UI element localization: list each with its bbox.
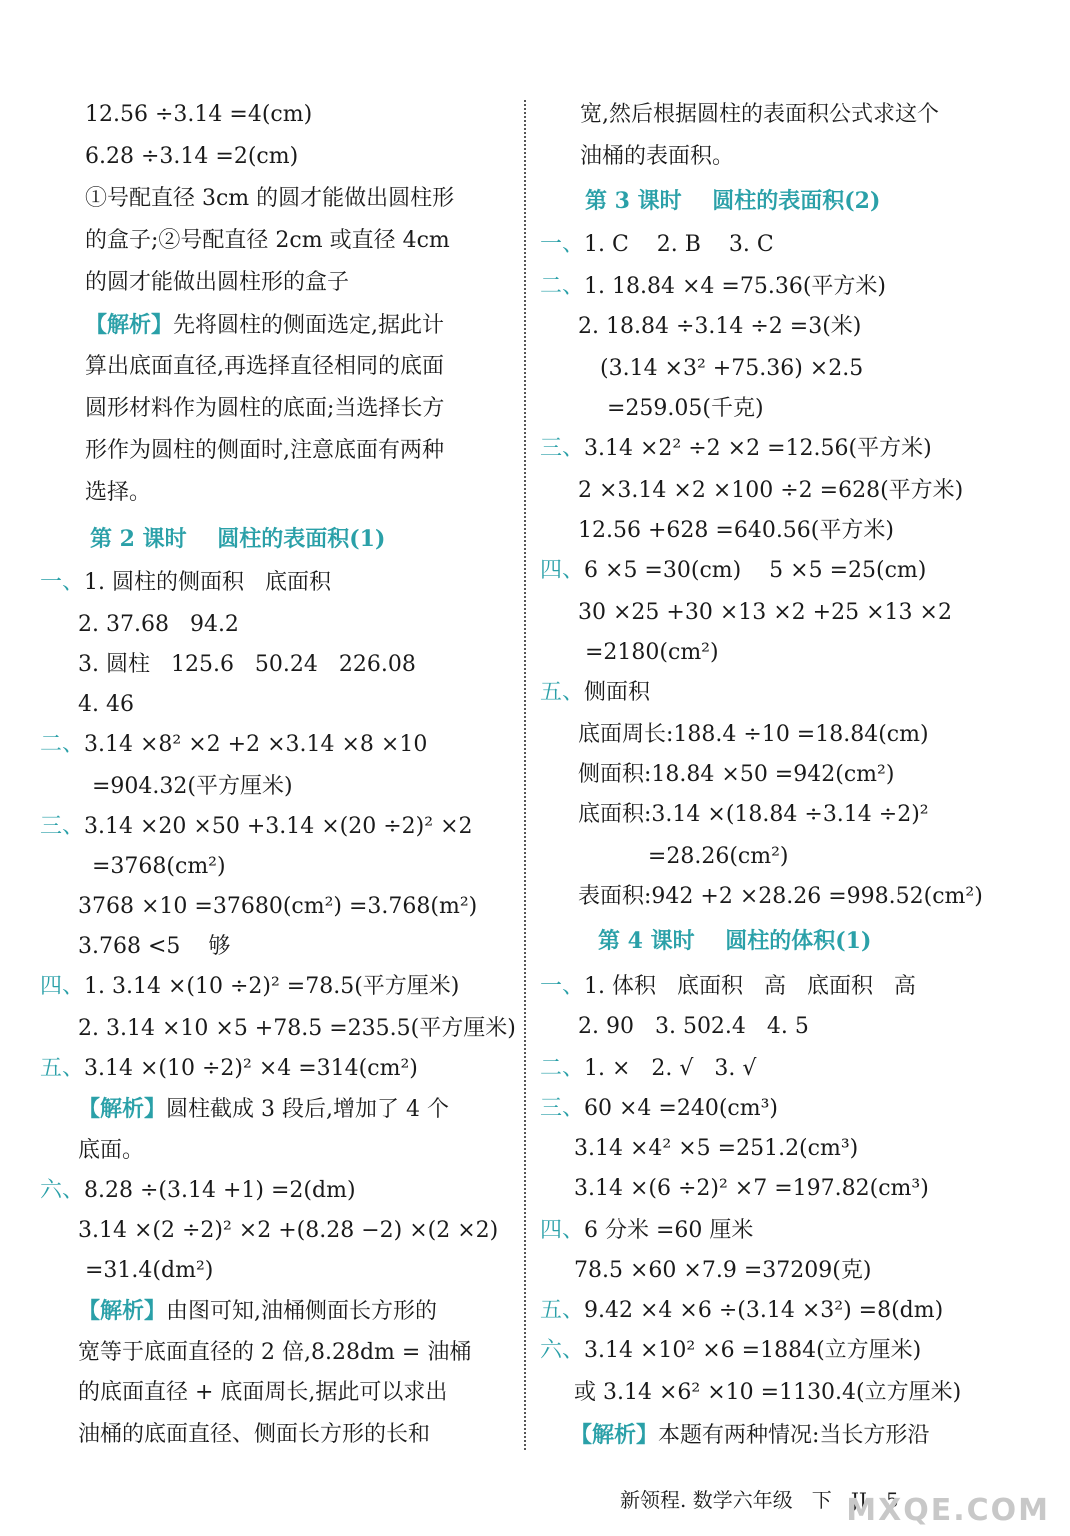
analysis-tag: 【解析】 (78, 1298, 167, 1324)
section-heading: 第 3 课时 圆柱的表面积(2) (585, 188, 881, 214)
answer-line: 2. 3.14 ×10 ×5 +78.5 =235.5(平方厘米) (78, 1016, 516, 1041)
answer-line: 2. 90 3. 502.4 4. 5 (578, 1014, 809, 1039)
answer-line: ①号配直径 3cm 的圆才能做出圆柱形 (85, 186, 455, 211)
answer-line: 一、1. 体积 底面积 高 底面积 高 (540, 974, 916, 999)
answer-line: 2. 37.68 94.2 (78, 612, 239, 637)
answer-line: =904.32(平方厘米) (78, 774, 293, 799)
question-number: 一、 (540, 974, 585, 999)
answer-line: 五、3.14 ×(10 ÷2)² ×4 =314(cm²) (40, 1056, 418, 1081)
answer-line: =2180(cm²) (578, 640, 719, 665)
answer-line: (3.14 ×3² +75.36) ×2.5 (600, 356, 864, 381)
answer-line: 油桶的表面积。 (580, 144, 735, 169)
question-number: 五、 (40, 1056, 85, 1081)
watermark: MXQE.COM (846, 1493, 1050, 1528)
analysis-line: 【解析】圆柱截成 3 段后,增加了 4 个 (78, 1096, 449, 1122)
answer-line: 选择。 (85, 480, 152, 505)
answer-line: 五、侧面积 (540, 680, 651, 705)
answer-line: 3768 ×10 =37680(cm²) =3.768(m²) (78, 894, 478, 919)
answer-line: 底面周长:188.4 ÷10 =18.84(cm) (578, 722, 929, 747)
question-number: 六、 (540, 1338, 585, 1363)
answer-line: 或 3.14 ×6² ×10 =1130.4(立方厘米) (574, 1380, 962, 1405)
answer-line: 4. 46 (78, 692, 134, 717)
analysis-line: 【解析】先将圆柱的侧面选定,据此计 (85, 312, 445, 338)
answer-line: 宽等于底面直径的 2 倍,8.28dm = 油桶 (78, 1340, 472, 1365)
answer-line: 3. 圆柱 125.6 50.24 226.08 (78, 652, 416, 677)
answer-line: 的底面直径 + 底面周长,据此可以求出 (78, 1380, 448, 1405)
answer-line: 侧面积:18.84 ×50 =942(cm²) (578, 762, 895, 787)
question-number: 六、 (40, 1178, 85, 1203)
answer-line: 四、6 分米 =60 厘米 (540, 1218, 754, 1243)
analysis-tag: 【解析】 (570, 1422, 659, 1448)
answer-line: 三、60 ×4 =240(cm³) (540, 1096, 779, 1121)
answer-line: 一、1. 圆柱的侧面积 底面积 (40, 570, 331, 595)
answer-line: 四、6 ×5 =30(cm) 5 ×5 =25(cm) (540, 558, 927, 583)
question-number: 一、 (540, 232, 585, 257)
answer-line: 2. 18.84 ÷3.14 ÷2 =3(米) (578, 314, 862, 339)
answer-line: 三、3.14 ×20 ×50 +3.14 ×(20 ÷2)² ×2 (40, 814, 473, 839)
answer-line: 12.56 +628 =640.56(平方米) (578, 518, 894, 543)
answer-line: 油桶的底面直径、侧面长方形的长和 (78, 1422, 431, 1447)
answer-line: 算出底面直径,再选择直径相同的底面 (85, 354, 444, 379)
answer-line: 78.5 ×60 ×7.9 =37209(克) (574, 1258, 872, 1283)
answer-line: 6.28 ÷3.14 =2(cm) (85, 144, 299, 169)
answer-line: 的圆才能做出圆柱形的盒子 (85, 270, 350, 295)
analysis-tag: 【解析】 (78, 1096, 167, 1122)
section-heading: 第 2 课时 圆柱的表面积(1) (90, 526, 386, 552)
question-number: 五、 (540, 1298, 585, 1323)
answer-line: 五、9.42 ×4 ×6 ÷(3.14 ×3²) =8(dm) (540, 1298, 944, 1323)
answer-line: 宽,然后根据圆柱的表面积公式求这个 (580, 102, 939, 127)
page-footer: 新领程. 数学六年级 下 JJ 5 (620, 1488, 899, 1512)
question-number: 一、 (40, 570, 85, 595)
answer-line: =3768(cm²) (78, 854, 226, 879)
answer-line: 表面积:942 +2 ×28.26 =998.52(cm²) (578, 884, 983, 909)
answer-line: 底面积:3.14 ×(18.84 ÷3.14 ÷2)² (578, 802, 929, 827)
answer-line: 3.14 ×(2 ÷2)² ×2 +(8.28 −2) ×(2 ×2) (78, 1218, 499, 1243)
answer-line: =31.4(dm²) (78, 1258, 214, 1283)
answer-line: 2 ×3.14 ×2 ×100 ÷2 =628(平方米) (578, 478, 964, 503)
answer-line: 3.768 <5 够 (78, 934, 231, 959)
answer-line: 圆形材料作为圆柱的底面;当选择长方 (85, 396, 445, 421)
answer-line: 二、1. 18.84 ×4 =75.36(平方米) (540, 274, 886, 299)
answer-line: 12.56 ÷3.14 =4(cm) (85, 102, 313, 127)
question-number: 三、 (540, 436, 585, 461)
question-number: 二、 (40, 732, 85, 757)
answer-line: 三、3.14 ×2² ÷2 ×2 =12.56(平方米) (540, 436, 932, 461)
answer-line: =28.26(cm²) (578, 844, 789, 869)
answer-line: 二、1. × 2. √ 3. √ (540, 1056, 757, 1081)
answer-line: 形作为圆柱的侧面时,注意底面有两种 (85, 438, 444, 463)
question-number: 二、 (540, 274, 585, 299)
answer-line: 六、3.14 ×10² ×6 =1884(立方厘米) (540, 1338, 922, 1363)
answer-line: 底面。 (78, 1138, 145, 1163)
answer-line: 二、3.14 ×8² ×2 +2 ×3.14 ×8 ×10 (40, 732, 428, 757)
answer-line: 的盒子;②号配直径 2cm 或直径 4cm (85, 228, 450, 253)
question-number: 五、 (540, 680, 585, 705)
question-number: 四、 (40, 974, 85, 999)
question-number: 四、 (540, 558, 585, 583)
answer-line: 一、1. C 2. B 3. C (540, 232, 774, 257)
column-divider (524, 100, 526, 1450)
analysis-tag: 【解析】 (85, 312, 174, 338)
analysis-line: 【解析】本题有两种情况:当长方形沿 (570, 1422, 930, 1448)
answer-line: 四、1. 3.14 ×(10 ÷2)² =78.5(平方厘米) (40, 974, 460, 999)
section-heading: 第 4 课时 圆柱的体积(1) (598, 928, 872, 954)
answer-line: 六、8.28 ÷(3.14 +1) =2(dm) (40, 1178, 356, 1203)
question-number: 二、 (540, 1056, 585, 1081)
answer-line: 30 ×25 +30 ×13 ×2 +25 ×13 ×2 (578, 600, 952, 625)
answer-line: 3.14 ×(6 ÷2)² ×7 =197.82(cm³) (574, 1176, 929, 1201)
answer-line: 3.14 ×4² ×5 =251.2(cm³) (574, 1136, 859, 1161)
analysis-line: 【解析】由图可知,油桶侧面长方形的 (78, 1298, 438, 1324)
question-number: 三、 (40, 814, 85, 839)
question-number: 四、 (540, 1218, 585, 1243)
question-number: 三、 (540, 1096, 585, 1121)
answer-line: =259.05(千克) (600, 396, 764, 421)
